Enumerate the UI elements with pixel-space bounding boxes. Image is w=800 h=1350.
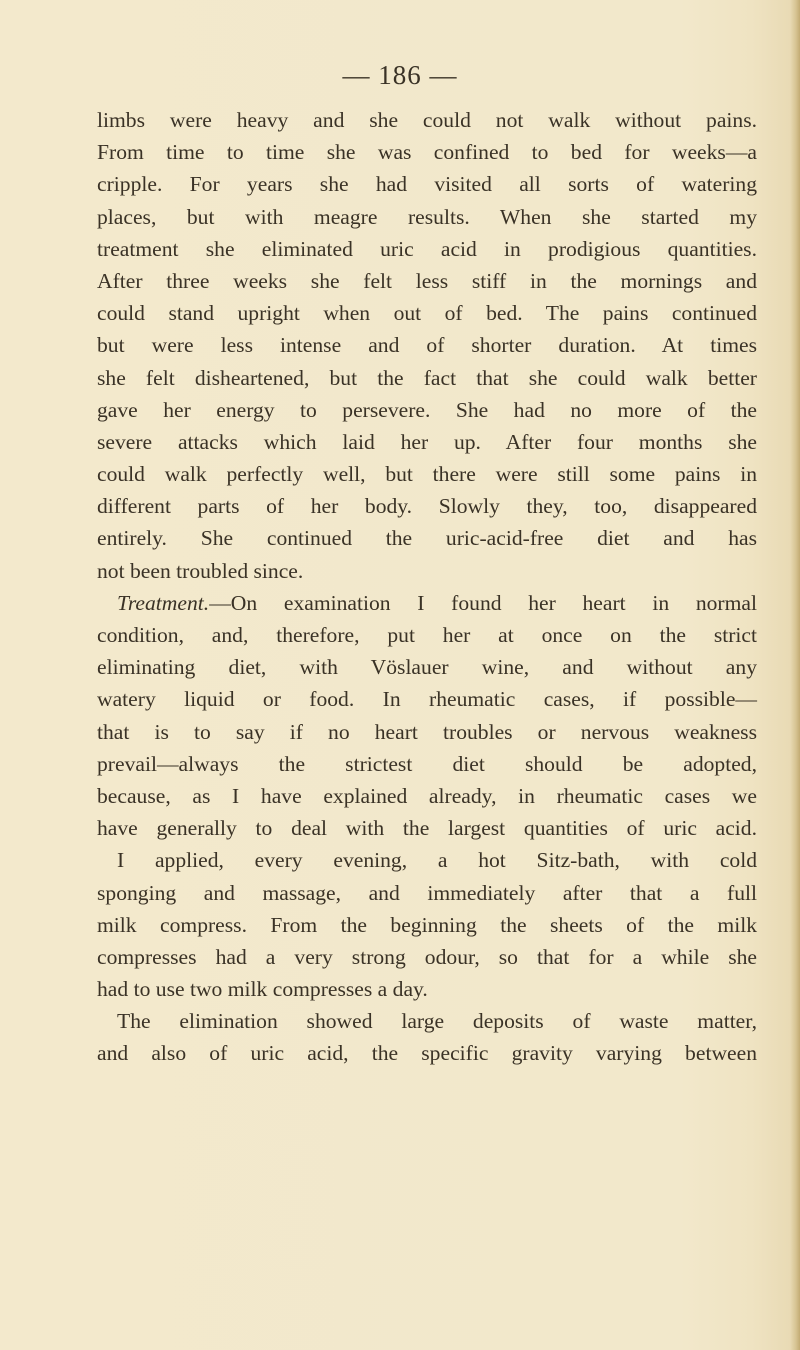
- text-line: The elimination showed large deposits of waste matter,: [117, 1009, 757, 1034]
- page-number: — 186 —: [342, 60, 458, 90]
- text-line: entirely. She continued the uric-acid-free diet and has: [97, 526, 757, 551]
- text-line: eliminating diet, with Vöslauer wine, and without any: [97, 655, 757, 680]
- text-line: that is to say if no heart troubles or nervous weakness: [97, 719, 757, 744]
- text-line: different parts of her body. Slowly they, too, disappeared: [97, 494, 757, 519]
- text-line: prevail—always the strictest diet should be adopted,: [97, 751, 757, 776]
- text-line: treatment she eliminated uric acid in prodigious quantities.: [97, 236, 757, 261]
- text-line: watery liquid or food. In rheumatic cases, if possible—: [97, 687, 757, 712]
- text-line: milk compress. From the beginning the sheets of the milk: [97, 912, 757, 937]
- text-line: not been troubled since.: [97, 558, 304, 583]
- text-line: but were less intense and of shorter duration. At times: [97, 333, 757, 358]
- treatment-line-rest: —On examination I found her heart in normal: [209, 590, 757, 615]
- text-line: cripple. For years she had visited all sorts of watering: [97, 172, 757, 197]
- text-line: and also of uric acid, the specific gravity varying between: [97, 1041, 757, 1066]
- text-line: could walk perfectly well, but there were still some pains in: [97, 462, 757, 487]
- text-line: could stand upright when out of bed. The pains continued: [97, 301, 757, 326]
- text-line: she felt disheartened, but the fact that she could walk better: [97, 365, 757, 390]
- text-line: have generally to deal with the largest quantities of uric acid.: [97, 816, 757, 841]
- treatment-line: [97, 587, 757, 619]
- text-line: sponging and massage, and immediately after that a full: [97, 880, 757, 905]
- text-line: because, as I have explained already, in rheumatic cases we: [97, 783, 757, 808]
- body-text: [97, 104, 757, 1070]
- text-line: gave her energy to persevere. She had no more of the: [97, 397, 757, 422]
- text-line: limbs were heavy and she could not walk without pains.: [97, 108, 757, 132]
- text-line: had to use two milk compresses a day.: [97, 977, 428, 1002]
- text-line: I applied, every evening, a hot Sitz-bath, with cold: [117, 848, 757, 873]
- text-line: severe attacks which laid her up. After four months she: [97, 429, 757, 454]
- page-edge-shadow: [790, 0, 800, 1350]
- text-line: compresses had a very strong odour, so that for a while she: [97, 944, 757, 969]
- text-line: After three weeks she felt less stiff in the mornings and: [97, 268, 757, 293]
- text-line: places, but with meagre results. When she started my: [97, 204, 757, 229]
- text-line: From time to time she was confined to bed for weeks—a: [97, 140, 757, 165]
- treatment-heading: Treatment.: [117, 590, 210, 615]
- text-line: condition, and, therefore, put her at once on the strict: [97, 623, 757, 647]
